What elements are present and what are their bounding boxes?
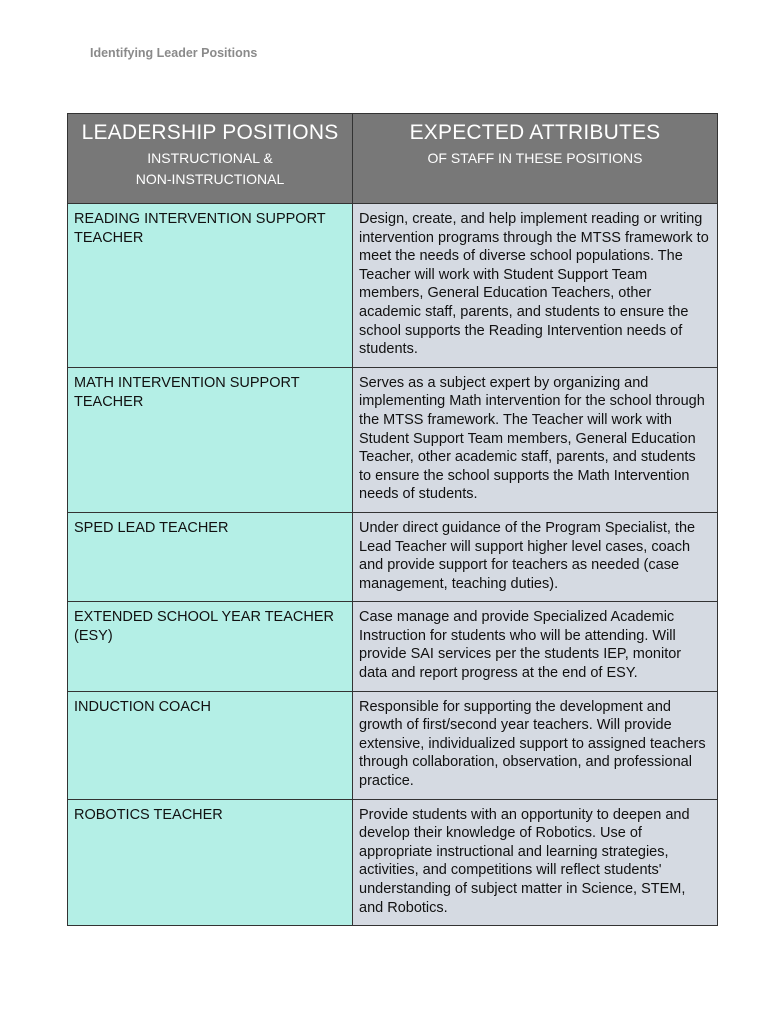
table-row (68, 204, 718, 368)
table-header-row (68, 114, 718, 204)
position-cell: ROBOTICS TEACHER (68, 799, 353, 926)
table-row (68, 799, 718, 926)
column-header-attributes-title: EXPECTED ATTRIBUTES (409, 121, 661, 144)
position-cell: READING INTERVENTION SUPPORT TEACHER (68, 204, 353, 368)
column-header-positions-title: LEADERSHIP POSITIONS (81, 121, 339, 144)
position-cell: MATH INTERVENTION SUPPORT TEACHER (68, 367, 353, 512)
table-row (68, 367, 718, 512)
attributes-cell: Provide students with an opportunity to deepen and develop their knowledge of Robotics. Use of appropriate instructional and learning strategies, activities, and competitions will reflect students' understanding of subject matter in Science, STEM, and Robotics. (353, 799, 718, 926)
attributes-cell: Design, create, and help implement reading or writing intervention programs through the MTSS framework to meet the needs of diverse school populations. The Teacher will work with Student Support Team members, General Education Teachers, other academic staff, parents, and students to ensure the school supports the Reading Intervention needs of students. (353, 204, 718, 368)
column-header-positions-subtitle-2: NON-INSTRUCTIONAL (135, 171, 285, 187)
column-header-positions (68, 114, 353, 204)
column-header-attributes-subtitle: OF STAFF IN THESE POSITIONS (427, 150, 643, 166)
page-header: Identifying Leader Positions (90, 46, 258, 60)
column-header-positions-subtitle-1: INSTRUCTIONAL & (147, 150, 273, 166)
table-row (68, 602, 718, 691)
table-row (68, 691, 718, 799)
attributes-cell: Under direct guidance of the Program Specialist, the Lead Teacher will support higher level cases, coach and provide support for teachers as needed (case management, teaching duties). (353, 512, 718, 601)
leadership-positions-table (67, 113, 718, 926)
attributes-cell: Serves as a subject expert by organizing and implementing Math intervention for the school through the MTSS framework. The Teacher will work with Student Support Team members, General Education Teacher, other academic staff, parents, and students to ensure the school supports the Math Intervention needs of students. (353, 367, 718, 512)
attributes-cell: Responsible for supporting the development and growth of first/second year teachers. Will provide extensive, individualized support to assigned teachers through collaboration, observation, and professional practice. (353, 691, 718, 799)
position-cell: EXTENDED SCHOOL YEAR TEACHER (ESY) (68, 602, 353, 691)
table-row (68, 512, 718, 601)
attributes-cell: Case manage and provide Specialized Academic Instruction for students who will be attending. Will provide SAI services per the students IEP, monitor data and report progress at the end of ESY. (353, 602, 718, 691)
column-header-attributes (353, 114, 718, 204)
position-cell: SPED LEAD TEACHER (68, 512, 353, 601)
position-cell: INDUCTION COACH (68, 691, 353, 799)
